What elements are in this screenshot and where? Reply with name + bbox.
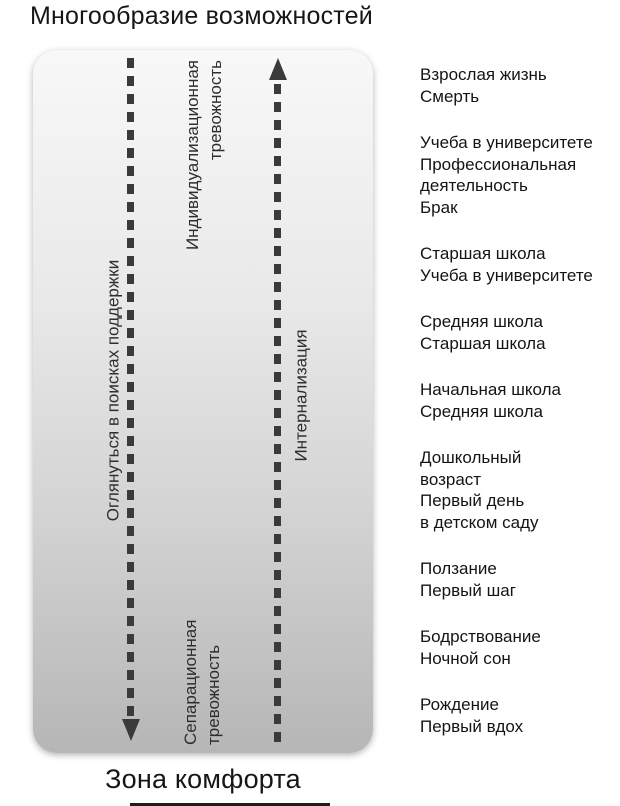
stage-line: Смерть — [420, 86, 480, 106]
stage-line: Старшая школа — [420, 244, 546, 263]
page-title: Многообразие возможностей — [30, 2, 373, 30]
stage-line: возраст — [420, 469, 482, 489]
stage-line: Старшая школа — [420, 333, 546, 353]
stage-line: Учеба в университете — [420, 133, 593, 152]
stage-line: Рождение — [420, 695, 499, 714]
stage-line: Брак — [420, 197, 458, 217]
stage-line: Средняя школа — [420, 401, 543, 421]
up-arrow-label: Интернализация — [291, 329, 311, 462]
stage-line: деятельность — [420, 176, 528, 195]
stage-line: в детском саду — [420, 512, 539, 532]
stage-group — [420, 558, 615, 601]
stage-line: Взрослая жизнь — [420, 65, 547, 84]
individuation-anxiety-line1: Индивидуализационная — [183, 60, 202, 251]
individuation-anxiety-label — [181, 60, 227, 272]
stage-group — [420, 447, 615, 533]
comfort-zone-title: Зона комфорта — [105, 764, 301, 794]
separation-anxiety-line1: Сепарационная — [181, 619, 200, 745]
stage-group — [420, 379, 615, 422]
stage-group — [420, 694, 615, 737]
stage-line: Бодрствование — [420, 627, 541, 646]
stage-group — [420, 243, 615, 286]
stage-list — [420, 64, 615, 762]
separation-anxiety-label — [179, 605, 225, 745]
stage-line: Первый день — [420, 491, 525, 510]
separation-anxiety-line2: тревожность — [204, 644, 223, 745]
stage-line: Учеба в университете — [420, 265, 593, 285]
stage-line: Профессиональная — [420, 154, 577, 174]
stage-line: Ползание — [420, 559, 497, 578]
arrowhead-up-icon — [269, 58, 287, 80]
stage-line: Начальная школа — [420, 380, 561, 399]
up-dashed-arrow-line — [274, 84, 281, 745]
down-arrow-label: Оглянуться в поисках поддержки — [103, 259, 123, 522]
stage-line: Дошкольный — [420, 448, 522, 467]
stage-line: Первый вдох — [420, 716, 524, 736]
stage-group — [420, 311, 615, 354]
stage-line: Средняя школа — [420, 312, 543, 331]
stage-group — [420, 626, 615, 669]
stage-line: Первый шаг — [420, 580, 516, 600]
arrowhead-down-icon — [122, 719, 140, 741]
stage-line: Ночной сон — [420, 648, 511, 668]
stage-group — [420, 64, 615, 107]
individuation-anxiety-line2: тревожность — [206, 60, 225, 161]
stage-group — [420, 132, 615, 218]
down-dashed-arrow-line — [127, 58, 134, 718]
